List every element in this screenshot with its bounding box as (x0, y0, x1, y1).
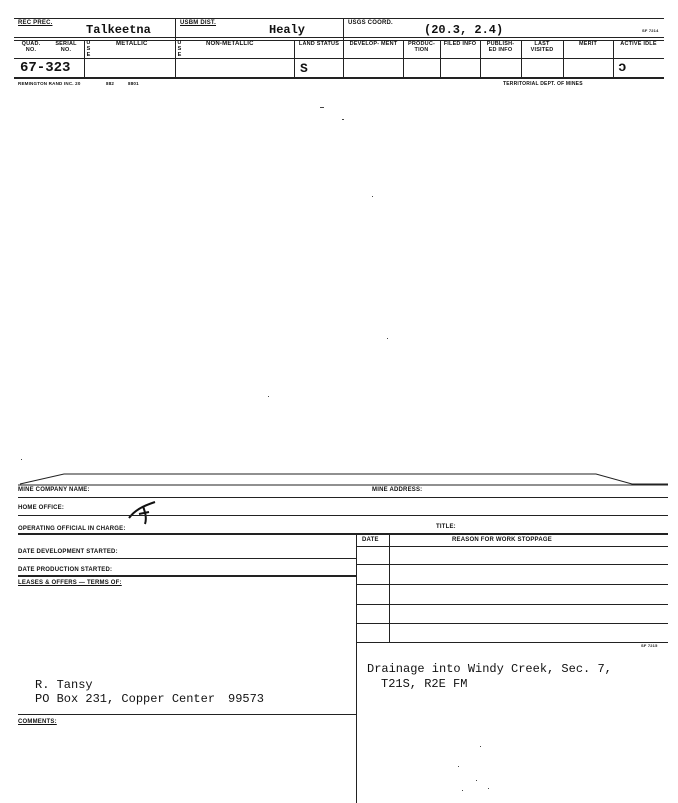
rule (356, 584, 668, 585)
scan-speck (387, 338, 388, 339)
col-metallic: METALLIC (116, 41, 148, 47)
divider (356, 533, 357, 803)
usgs-coord-value: (20.3, 2.4) (424, 23, 504, 37)
col-quad-no: QUAD. NO. (21, 41, 41, 53)
scan-speck (476, 780, 477, 781)
rule (356, 623, 668, 624)
comments-label: COMMENTS: (18, 719, 57, 725)
col-last-visited: LAST VISITED (530, 41, 554, 53)
divider (389, 533, 390, 643)
owner-address: PO Box 231, Copper Center (35, 692, 216, 706)
col-development: DEVELOP- MENT (349, 41, 398, 47)
mine-company-name-label: MINE COMPANY NAME: (18, 487, 90, 493)
usbm-dist-label: USBM DIST. (180, 20, 217, 26)
rule (18, 497, 668, 498)
department-imprint: TERRITORIAL DEPT. OF MINES (503, 81, 583, 87)
date-development-started-label: DATE DEVELOPMENT STARTED: (18, 549, 118, 555)
col-non-metallic: NON-METALLIC (206, 41, 254, 47)
col-filed-info: FILED INFO (443, 41, 477, 47)
location-line-2: T21S, R2E FM (381, 677, 468, 691)
divider (613, 40, 614, 77)
usgs-coord-label: USGS COORD. (348, 20, 393, 26)
quad-serial-value: 67-323 (20, 60, 71, 76)
col-merit: MERIT (578, 41, 598, 47)
location-line-1: Drainage into Windy Creek, Sec. 7, (367, 662, 612, 676)
home-office-label: HOME OFFICE: (18, 505, 65, 511)
scan-speck (342, 119, 344, 120)
scan-speck (480, 746, 481, 747)
rule (14, 18, 664, 19)
divider (343, 18, 344, 40)
divider (563, 40, 564, 77)
rule (14, 37, 664, 38)
col-serial-no: SERIAL NO. (55, 41, 77, 53)
col-land-status: LAND STATUS (298, 41, 340, 47)
operating-official-label: OPERATING OFFICIAL IN CHARGE: (18, 526, 126, 532)
scan-speck (458, 766, 459, 767)
scan-speck (268, 396, 269, 397)
rule (18, 558, 356, 559)
land-status-value: S (300, 61, 308, 76)
divider (175, 40, 176, 77)
active-idle-mark: ↄ (618, 60, 627, 76)
usbm-dist-value: Healy (269, 23, 306, 37)
form-number-bottom: SF 7215 (641, 643, 658, 648)
divider (294, 40, 295, 77)
divider (440, 40, 441, 77)
rule (18, 533, 668, 535)
scan-speck (320, 107, 324, 108)
rule (356, 546, 668, 547)
form-number-top: SF 7214 (642, 28, 659, 33)
scan-speck (21, 459, 22, 460)
rule (18, 714, 356, 715)
divider (343, 40, 344, 77)
divider (175, 18, 176, 40)
rule (14, 77, 664, 79)
col-published-info: PUBLISH- ED INFO (486, 41, 515, 53)
rec-prec-value: Talkeetna (86, 23, 151, 37)
scan-speck (462, 790, 463, 791)
divider (480, 40, 481, 77)
scan-speck (372, 196, 373, 197)
rule (356, 604, 668, 605)
card-tab-edge (0, 470, 678, 486)
rec-prec-label: REC PREC. (18, 20, 53, 26)
lower-card (0, 470, 678, 803)
handwritten-mark (125, 496, 165, 526)
scan-speck (488, 788, 489, 789)
mine-address-label: MINE ADDRESS: (372, 487, 423, 493)
col-use-2: U S E (177, 40, 182, 58)
rule (356, 642, 668, 643)
rule (18, 575, 356, 577)
col-active-idle: ACTIVE IDLE (620, 41, 657, 47)
printer-imprint: REMINGTON RAND INC. 20 (18, 81, 81, 86)
reason-column-label: REASON FOR WORK STOPPAGE (452, 537, 552, 543)
date-column-label: DATE (362, 537, 379, 543)
rule (18, 515, 668, 516)
printer-code-1: 882 (106, 81, 115, 86)
title-label: TITLE: (436, 524, 456, 530)
owner-zip: 99573 (228, 692, 265, 706)
top-card (14, 18, 664, 90)
date-production-started-label: DATE PRODUCTION STARTED: (18, 567, 113, 573)
divider (521, 40, 522, 77)
col-use: U S E (86, 40, 91, 58)
rule (14, 58, 664, 59)
col-production: PRODUC- TION (407, 41, 436, 53)
divider (84, 40, 85, 77)
divider (403, 40, 404, 77)
owner-name: R. Tansy (35, 678, 93, 692)
printer-code-2: 8801 (128, 81, 139, 86)
leases-offers-label: LEASES & OFFERS — TERMS OF: (18, 580, 122, 586)
rule (356, 564, 668, 565)
